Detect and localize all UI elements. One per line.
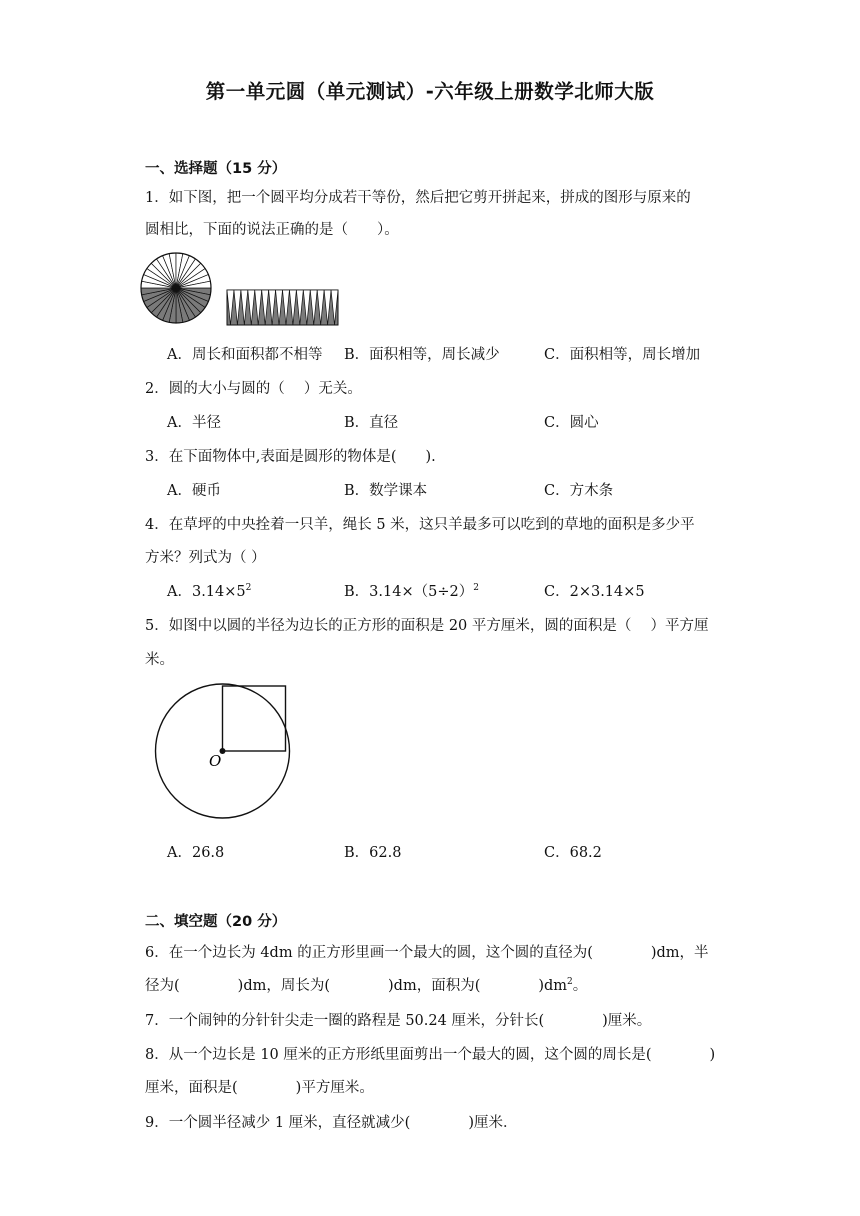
question-8-line-2: 厘米，面积是( )平方厘米。 <box>145 1080 374 1096</box>
question-9: 9．一个圆半径减少 1 厘米，直径就减少( )厘米． <box>145 1115 518 1131</box>
radius-square <box>223 686 286 751</box>
circle-square-figure <box>150 680 300 825</box>
question-5-option-b[interactable]: B．62.8 <box>344 845 402 861</box>
question-4-line-2: 方米？列式为（ ） <box>145 550 266 566</box>
circle-sectors-figure <box>140 250 350 332</box>
question-5-line-2: 米。 <box>145 652 174 668</box>
question-2: 2．圆的大小与圆的（ ）无关。 <box>145 381 362 397</box>
question-6-line-1: 6．在一个边长为 4dm 的正方形里画一个最大的圆，这个圆的直径为( )dm，半 <box>145 945 709 961</box>
question-6-line-2: 径为( )dm，周长为( )dm，面积为( )$dm^2$。 <box>145 977 588 994</box>
question-8-line-1: 8．从一个边长是 10 厘米的正方形纸里面剪出一个最大的圆，这个圆的周长是( ) <box>145 1047 716 1063</box>
question-4-option-a[interactable]: A．$3.14\times 5^2$ <box>167 583 252 600</box>
question-3-option-a[interactable]: A．硬币 <box>167 483 221 499</box>
question-4-option-c[interactable]: C．2×3.14×5 <box>544 584 645 600</box>
question-4-line-1: 4．在草坪的中央拴着一只羊，绳长 5 米，这只羊最多可以吃到的草地的面积是多少平 <box>145 517 695 533</box>
question-5-option-c[interactable]: C．68.2 <box>544 845 602 861</box>
question-7: 7．一个闹钟的分针针尖走一圈的路程是 50.24 厘米，分针长( )厘米。 <box>145 1013 652 1029</box>
question-1-line-2: 圆相比，下面的说法正确的是（ ）。 <box>145 222 399 238</box>
question-2-option-b[interactable]: B．直径 <box>344 415 399 431</box>
center-label: O <box>209 752 222 770</box>
question-1-option-b[interactable]: B．面积相等，周长减少 <box>344 347 500 363</box>
question-2-option-c[interactable]: C．圆心 <box>544 415 599 431</box>
question-5-option-a[interactable]: A．26.8 <box>167 845 225 861</box>
page-title: 第一单元圆（单元测试）-六年级上册数学北师大版 <box>205 80 655 103</box>
question-2-option-a[interactable]: A．半径 <box>167 415 221 431</box>
question-3-option-c[interactable]: C．方木条 <box>544 483 614 499</box>
question-1-line-1: 1．如下图，把一个圆平均分成若干等份，然后把它剪开拼起来，拼成的图形与原来的 <box>145 190 691 206</box>
question-5-line-1: 5．如图中以圆的半径为边长的正方形的面积是 20 平方厘米，圆的面积是（ ）平方厘 <box>145 618 709 634</box>
question-1-option-a[interactable]: A．周长和面积都不相等 <box>167 347 323 363</box>
section-heading-choice: 一、选择题（15 分） <box>145 161 287 177</box>
rearranged-strip <box>227 290 338 325</box>
question-3: 3．在下面物体中,表面是圆形的物体是( ). <box>145 449 436 465</box>
question-3-option-b[interactable]: B．数学课本 <box>344 483 428 499</box>
divided-circle <box>141 253 211 323</box>
question-1-option-c[interactable]: C．面积相等，周长增加 <box>544 347 701 363</box>
question-4-option-b[interactable]: B．$3.14\times(5\div 2)^2$ <box>344 583 479 600</box>
section-heading-fill: 二、填空题（20 分） <box>145 914 287 930</box>
